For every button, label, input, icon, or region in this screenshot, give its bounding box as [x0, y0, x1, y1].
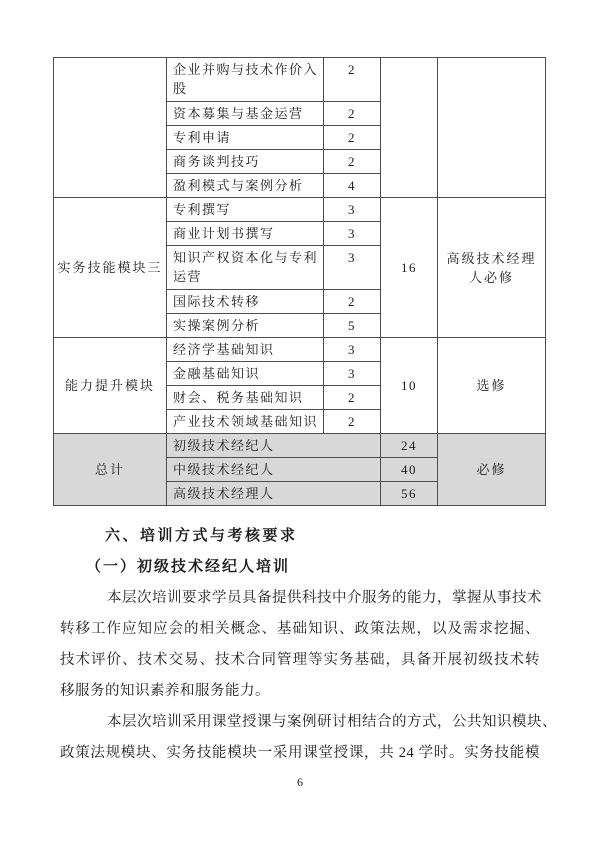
module-cell: 能力提升模块	[54, 338, 167, 434]
paragraph-line: 移服务的知识素养和服务能力。	[60, 683, 270, 699]
course-cell: 资本募集与基金运营	[167, 102, 324, 126]
table-row	[54, 434, 546, 458]
table-row	[54, 198, 546, 222]
hours-cell: 2	[324, 126, 381, 150]
course-cell: 商业计划书撰写	[167, 222, 324, 246]
section-heading: 六、培训方式与考核要求	[105, 528, 298, 544]
note-cell: 必修	[438, 434, 546, 506]
subtotal-cell: 16	[381, 198, 438, 338]
course-cell: 企业并购与技术作价入股	[167, 58, 324, 102]
training-hours-table	[53, 57, 546, 506]
paragraph-line: 本层次培训要求学员具备提供科技中介服务的能力，掌握从事技术	[107, 590, 542, 606]
page-number: 6	[297, 775, 303, 789]
total-label-cell: 初级技术经纪人	[167, 434, 381, 458]
hours-cell: 2	[324, 102, 381, 126]
body-text-block	[60, 521, 557, 769]
total-value-cell: 56	[381, 482, 438, 506]
module-cell	[54, 58, 167, 198]
hours-cell: 3	[324, 222, 381, 246]
hours-cell: 3	[324, 198, 381, 222]
total-value-cell: 40	[381, 458, 438, 482]
subtotal-cell: 10	[381, 338, 438, 434]
subtotal-cell	[381, 58, 438, 198]
hours-cell: 2	[324, 386, 381, 410]
hours-cell: 2	[324, 150, 381, 174]
course-cell: 国际技术转移	[167, 290, 324, 314]
course-cell: 财会、税务基础知识	[167, 386, 324, 410]
hours-cell: 4	[324, 174, 381, 198]
table-row	[54, 58, 546, 102]
subsection-heading: （一）初级技术经纪人培训	[86, 559, 291, 575]
course-cell: 专利申请	[167, 126, 324, 150]
course-cell: 实操案例分析	[167, 314, 324, 338]
course-cell: 专利撰写	[167, 198, 324, 222]
total-label-cell: 高级技术经理人	[167, 482, 381, 506]
hours-cell: 3	[324, 338, 381, 362]
hours-cell: 3	[324, 246, 381, 290]
hours-cell: 2	[324, 58, 381, 102]
total-module-cell: 总计	[54, 434, 167, 506]
course-cell: 知识产权资本化与专利运营	[167, 246, 324, 290]
hours-cell: 3	[324, 362, 381, 386]
module-cell: 实务技能模块三	[54, 198, 167, 338]
total-label-cell: 中级技术经纪人	[167, 458, 381, 482]
total-value-cell: 24	[381, 434, 438, 458]
course-cell: 产业技术领域基础知识	[167, 410, 324, 434]
course-cell: 金融基础知识	[167, 362, 324, 386]
note-cell: 高级技术经理人必修	[438, 198, 546, 338]
course-cell: 盈利模式与案例分析	[167, 174, 324, 198]
hours-cell: 5	[324, 314, 381, 338]
note-cell: 选修	[438, 338, 546, 434]
paragraph-line: 政策法规模块、实务技能模块一采用课堂授课，共 24 学时。实务技能模	[60, 745, 540, 761]
paragraph-line: 转移工作应知应会的相关概念、基础知识、政策法规，以及需求挖掘、	[60, 621, 540, 637]
paragraph-line: 本层次培训采用课堂授课与案例研讨相结合的方式，公共知识模块、	[107, 714, 557, 730]
course-cell: 商务谈判技巧	[167, 150, 324, 174]
paragraph-line: 技术评价、技术交易、技术合同管理等实务基础，具备开展初级技术转	[60, 652, 540, 668]
table-row	[54, 338, 546, 362]
hours-cell: 2	[324, 290, 381, 314]
note-cell	[438, 58, 546, 198]
course-cell: 经济学基础知识	[167, 338, 324, 362]
hours-cell: 2	[324, 410, 381, 434]
